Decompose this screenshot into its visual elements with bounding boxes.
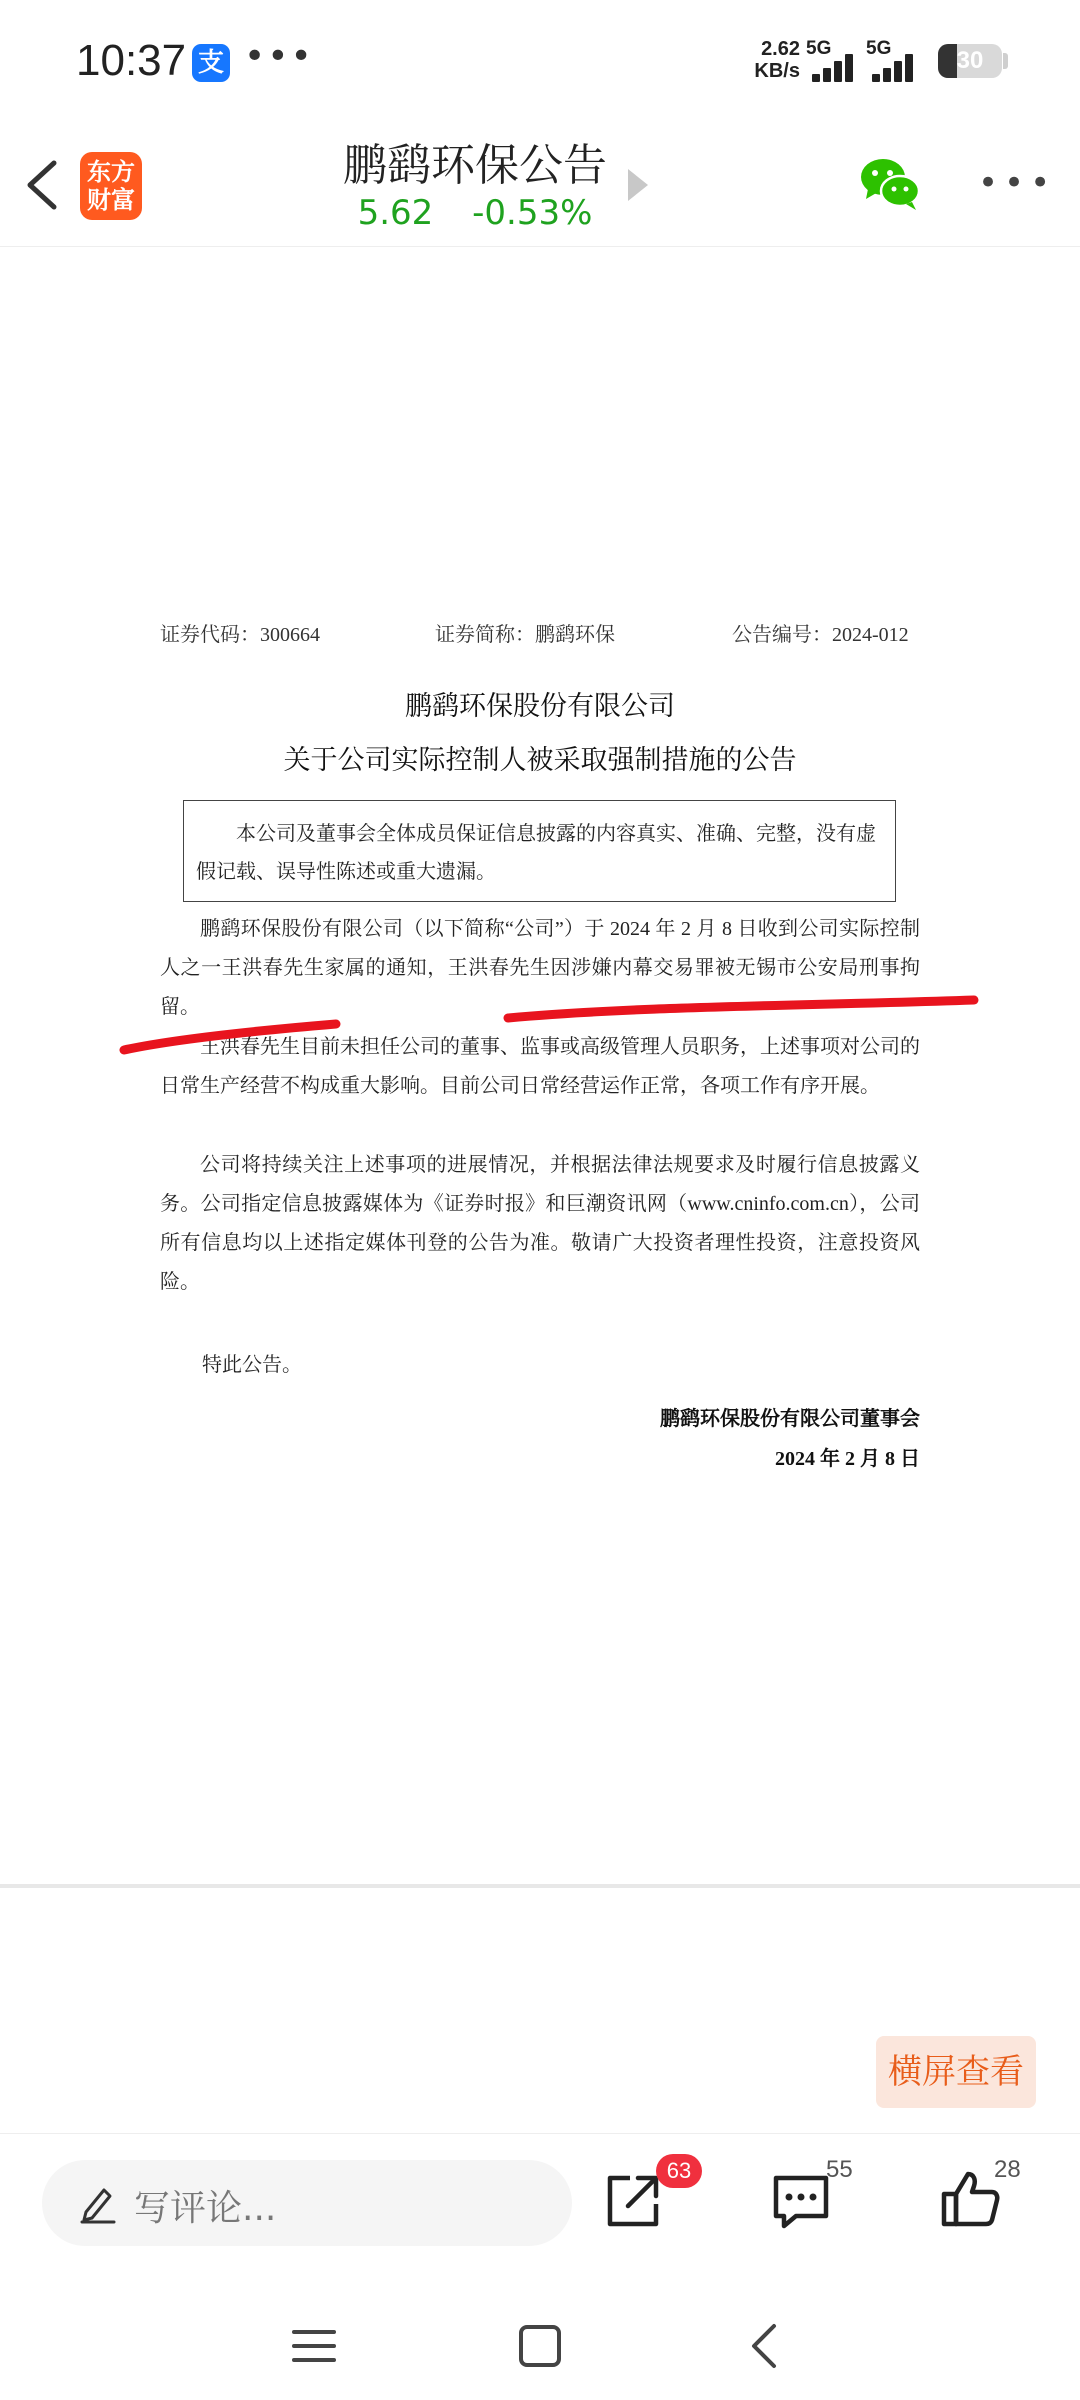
status-bar [0, 0, 1080, 125]
logo-line1: 东方 [87, 158, 135, 186]
comment-count: 55 [826, 2156, 853, 2183]
signal-bars-icon [870, 52, 920, 82]
stock-code: 证券代码：300664 [160, 624, 320, 646]
comment-placeholder: 写评论... [134, 2188, 277, 2229]
stock-quote[interactable] [0, 193, 950, 233]
share-badge: 63 [656, 2154, 702, 2188]
divider [0, 1884, 1080, 1888]
signature-date: 2024 年 2 月 8 日 [775, 1448, 920, 1470]
paragraph-2: 王洪春先生目前未担任公司的董事、监事或高级管理人员职务，上述事项对公司的日常生产经营不构成重大影响。目前公司日常经营运作正常，各项工作有序开展。 [160, 1036, 920, 1097]
bottom-action-bar [0, 2133, 1080, 2283]
paragraph-3: 公司将持续关注上述事项的进展情况，并根据法律法规要求及时履行信息披露义务。公司指定信息披露媒体为《证券时报》和巨潮资讯网（www.cninfo.com.cn），公司所有信息均以上述指定媒体刊登的公告为准。敬请广大投资者理性投资，注意投资风险。 [160, 1154, 920, 1293]
play-icon[interactable] [628, 169, 648, 201]
back-icon [738, 2318, 794, 2374]
nav-back-button[interactable] [738, 2318, 794, 2374]
pen-icon [78, 2182, 118, 2224]
page-title: 鹏鹞环保公告 [343, 140, 607, 191]
notice-number: 公告编号：2024-012 [732, 624, 909, 646]
stock-price: 5.62 [357, 193, 434, 233]
wechat-icon [858, 155, 922, 213]
nav-home-button[interactable] [512, 2318, 568, 2374]
nav-menu-button[interactable] [286, 2318, 342, 2374]
signal-label-2: 5G [866, 38, 892, 59]
logo-line2: 财富 [87, 186, 135, 214]
menu-icon [286, 2318, 342, 2374]
net-speed-value: 2.62 [761, 38, 800, 60]
net-speed [746, 38, 800, 82]
battery-icon [938, 44, 1002, 78]
announcement-document[interactable] [0, 248, 1080, 1883]
signal-label: 5G [806, 38, 832, 59]
signature-company: 鹏鹞环保股份有限公司董事会 [660, 1408, 920, 1430]
net-speed-unit: KB/s [754, 60, 800, 82]
paragraph-1: 鹏鹞环保股份有限公司（以下简称“公司”）于 2024 年 2 月 8 日收到公司实际控制人之一王洪春先生家属的通知，王洪春先生因涉嫌内幕交易罪被无锡市公安局刑事拘留。 [160, 918, 920, 1018]
home-icon [512, 2318, 568, 2374]
comment-input[interactable] [42, 2160, 572, 2246]
document-company: 鹏鹞环保股份有限公司 [405, 691, 675, 722]
notification-more-icon: ••• [244, 36, 314, 77]
battery-tip [1003, 53, 1008, 69]
signoff: 特此公告。 [202, 1354, 302, 1376]
more-icon[interactable]: ••• [978, 163, 1057, 203]
battery-level: 30 [956, 47, 984, 74]
document-title: 关于公司实际控制人被采取强制措施的公告 [283, 745, 797, 776]
signal-icon-2 [866, 38, 926, 82]
stock-name: 证券简称：鹏鹞环保 [435, 624, 615, 646]
header [0, 125, 1080, 247]
landscape-view-button[interactable]: 横屏查看 [876, 2036, 1036, 2108]
alipay-icon: 支 [192, 44, 230, 82]
status-time: 10:37 [76, 36, 187, 85]
wechat-share-button[interactable] [858, 155, 922, 213]
signal-icon [806, 38, 866, 82]
stock-change: -0.53% [472, 193, 593, 233]
like-count: 28 [994, 2156, 1021, 2183]
statement-box: 本公司及董事会全体成员保证信息披露的内容真实、准确、完整，没有虚假记载、误导性陈述或重大遗漏。 [183, 800, 896, 902]
signal-bars-icon [810, 52, 860, 82]
system-nav-bar [0, 2290, 1080, 2400]
